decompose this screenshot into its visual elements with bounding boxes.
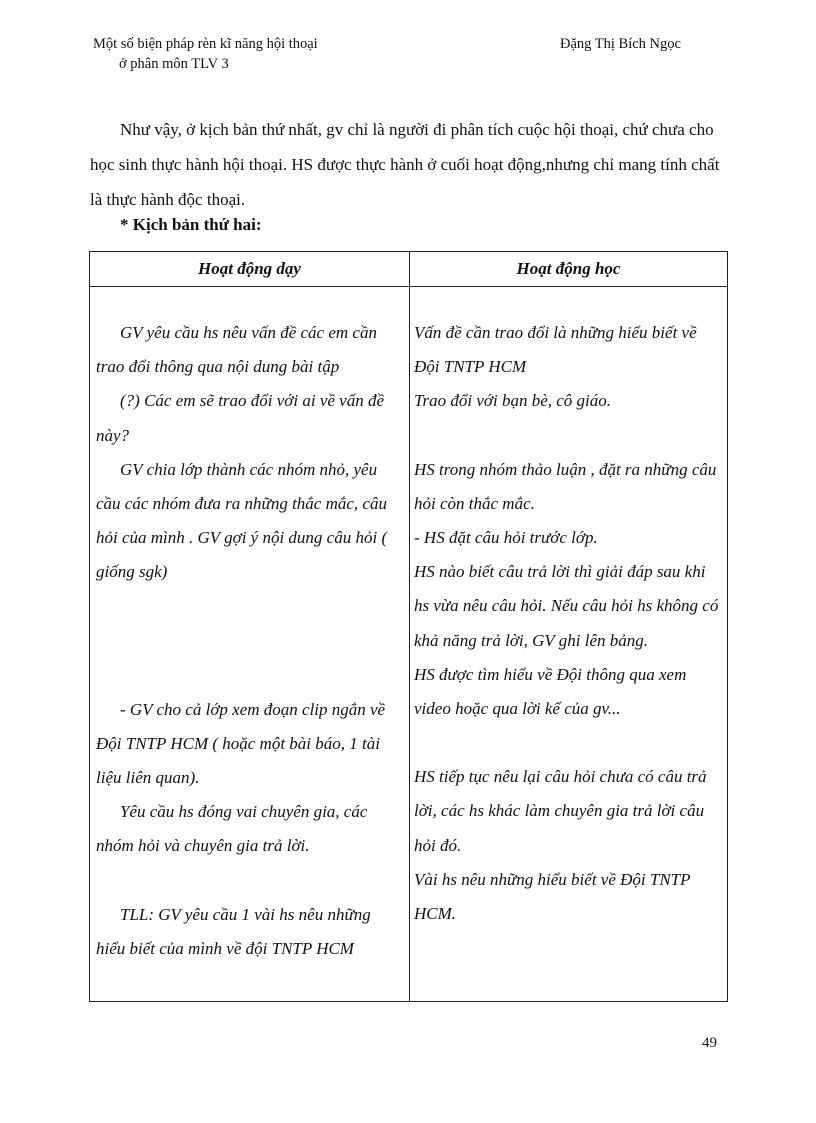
student-step-5: HS nào biết câu trả lời thì giải đáp sau khi hs vừa nêu câu hỏi. Nếu câu hỏi hs không có khả năng trả lời, GV ghi lên bảng. [414,562,719,650]
student-step-4: - HS đặt câu hỏi trước lớp. [414,528,598,548]
teacher-step-3: GV chia lớp thành các nhóm nhỏ, yêu cầu các nhóm đưa ra những thắc mắc, câu hỏi của mình . GV gợi ý nội dung câu hỏi ( giống sgk) [96,459,388,582]
running-header-author: Đặng Thị Bích Ngọc [560,36,681,52]
teacher-step-5: Yêu cầu hs đóng vai chuyên gia, các nhóm hỏi và chuyên gia trả lời. [96,802,368,856]
page-number: 49 [702,1035,717,1051]
student-step-7: HS tiếp tục nêu lại câu hỏi chưa có câu trả lời, các hs khác làm chuyên gia trả lời câu hỏi đó. [414,767,707,855]
header-student-activity: Hoạt động học [410,252,728,287]
running-header-title [93,34,318,74]
teacher-step-6: TLL: GV yêu cầu 1 vài hs nêu những hiểu biết của mình về đội TNTP HCM [96,904,371,958]
teacher-step-2: (?) Các em sẽ trao đổi với ai về vấn đề này? [96,391,384,445]
student-step-2: Trao đổi với bạn bè, cô giáo. [414,391,612,411]
teacher-activity-cell [90,287,410,1002]
header-title-line2: ở phân môn TLV 3 [119,56,229,72]
header-title-line1: Một số biện pháp rèn kĩ năng hội thoại [93,36,318,52]
student-step-8: Vài hs nêu những hiểu biết về Đội TNTP HCM. [414,869,691,924]
student-activity-cell [410,287,728,1002]
intro-paragraph: Như vậy, ở kịch bản thứ nhất, gv chỉ là người đi phân tích cuộc hội thoại, chứ chưa cho học sinh thực hành hội thoại. HS được thực hành ở cuối hoạt động,nhưng chỉ mang tính chất là thực hành độc thoại. [90,120,720,209]
student-step-3: HS trong nhóm thảo luận , đặt ra những câu hỏi còn thắc mắc. [414,459,717,513]
teacher-step-1: GV yêu cầu hs nêu vấn đề các em cần trao đổi thông qua nội dung bài tập [96,323,377,377]
student-step-6: HS được tìm hiểu về Đội thông qua xem video hoặc qua lời kể của gv... [414,664,687,719]
lesson-table [89,251,728,1002]
student-step-1: Vấn đề cần trao đổi là những hiểu biết về Đội TNTP HCM [414,323,697,377]
section-heading: * Kịch bản thứ hai: [120,215,262,234]
header-teacher-activity: Hoạt động dạy [90,252,410,287]
table-row [90,287,728,1002]
teacher-step-4: - GV cho cả lớp xem đoạn clip ngắn về Đội TNTP HCM ( hoặc một bài báo, 1 tài liệu liên quan). [96,699,386,788]
